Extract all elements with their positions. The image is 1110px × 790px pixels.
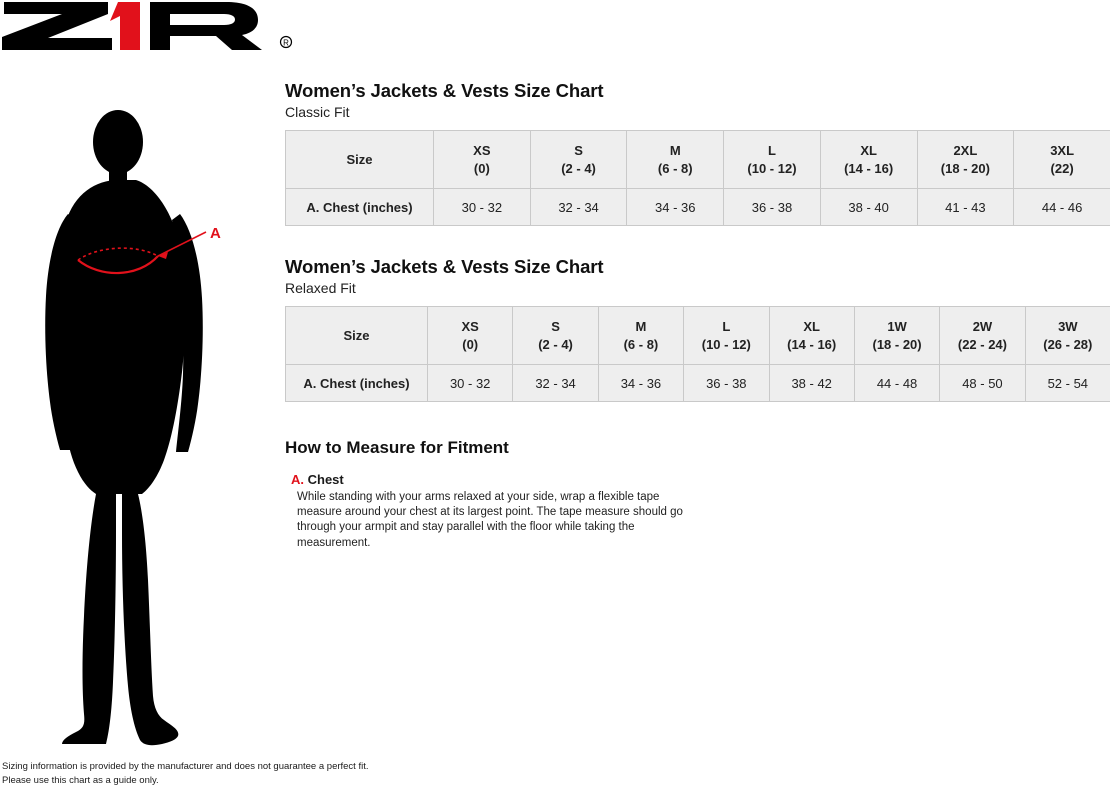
content-column bbox=[285, 80, 1110, 551]
footnote bbox=[2, 760, 369, 788]
cell-chest-s: 32 - 34 bbox=[530, 189, 627, 226]
how-to-measure-title: How to Measure for Fitment bbox=[285, 438, 509, 457]
header-cell-m: M (6 - 8) bbox=[598, 307, 683, 365]
brand-logo bbox=[0, 0, 300, 52]
header-cell-2xl: 2XL (18 - 20) bbox=[917, 131, 1014, 189]
measure-item-chest bbox=[291, 472, 1110, 551]
header-cell-2w: 2W (22 - 24) bbox=[940, 307, 1025, 365]
table-row bbox=[286, 365, 1110, 402]
figure-callout-a: A bbox=[210, 225, 221, 242]
row-label-chest: A. Chest (inches) bbox=[286, 365, 428, 402]
header-cell-xs: XS (0) bbox=[428, 307, 513, 365]
cell-chest-1w: 44 - 48 bbox=[854, 365, 939, 402]
header-cell-xl: XL (14 - 16) bbox=[820, 131, 917, 189]
footnote-line-1: Sizing information is provided by the manufacturer and does not guarantee a perfect fit. bbox=[2, 761, 369, 773]
cell-chest-xs: 30 - 32 bbox=[428, 365, 513, 402]
chart1-title: Women’s Jackets & Vests Size Chart bbox=[285, 80, 604, 101]
measurement-figure bbox=[10, 110, 260, 750]
cell-chest-2xl: 41 - 43 bbox=[917, 189, 1014, 226]
chart2-subtitle: Relaxed Fit bbox=[285, 280, 356, 296]
header-cell-1w: 1W (18 - 20) bbox=[854, 307, 939, 365]
header-cell-l: L (10 - 12) bbox=[724, 131, 821, 189]
header-cell-s: S (2 - 4) bbox=[530, 131, 627, 189]
header-cell-xs: XS (0) bbox=[434, 131, 531, 189]
table-header-row bbox=[286, 131, 1110, 189]
cell-chest-m: 34 - 36 bbox=[627, 189, 724, 226]
header-cell-l: L (10 - 12) bbox=[684, 307, 769, 365]
cell-chest-xs: 30 - 32 bbox=[434, 189, 531, 226]
cell-chest-l: 36 - 38 bbox=[684, 365, 769, 402]
header-cell-m: M (6 - 8) bbox=[627, 131, 724, 189]
table-header-row bbox=[286, 307, 1110, 365]
chart2-title: Women’s Jackets & Vests Size Chart bbox=[285, 256, 604, 277]
cell-chest-s: 32 - 34 bbox=[513, 365, 598, 402]
cell-chest-xl: 38 - 40 bbox=[820, 189, 917, 226]
cell-chest-l: 36 - 38 bbox=[724, 189, 821, 226]
female-silhouette-icon bbox=[10, 110, 260, 750]
cell-chest-3w: 52 - 54 bbox=[1025, 365, 1110, 402]
cell-chest-m: 34 - 36 bbox=[598, 365, 683, 402]
z1r-logo-icon bbox=[0, 0, 300, 52]
cell-chest-2w: 48 - 50 bbox=[940, 365, 1025, 402]
row-label-chest: A. Chest (inches) bbox=[286, 189, 434, 226]
header-cell-3xl: 3XL (22) bbox=[1014, 131, 1110, 189]
table-row bbox=[286, 189, 1110, 226]
header-cell-xl: XL (14 - 16) bbox=[769, 307, 854, 365]
footnote-line-2: Please use this chart as a guide only. bbox=[2, 775, 159, 787]
cell-chest-xl: 38 - 42 bbox=[769, 365, 854, 402]
header-cell-size: Size bbox=[286, 307, 428, 365]
cell-chest-3xl: 44 - 46 bbox=[1014, 189, 1110, 226]
measure-item-name: Chest bbox=[307, 472, 344, 487]
header-cell-3w: 3W (26 - 28) bbox=[1025, 307, 1110, 365]
chart1-table bbox=[285, 130, 1110, 226]
header-cell-s: S (2 - 4) bbox=[513, 307, 598, 365]
svg-text:R: R bbox=[283, 38, 289, 48]
chart2-table bbox=[285, 306, 1110, 402]
chart1-subtitle: Classic Fit bbox=[285, 104, 350, 120]
measure-item-letter: A. bbox=[291, 472, 304, 487]
header-cell-size: Size bbox=[286, 131, 434, 189]
measure-item-heading bbox=[291, 472, 1110, 487]
measure-item-description: While standing with your arms relaxed at your side, wrap a flexible tape measure around your chest at its largest point. The tape measure should go through your armpit and stay parallel with the floor while taking the measurement. bbox=[297, 491, 683, 549]
section-spacer bbox=[285, 226, 1110, 256]
